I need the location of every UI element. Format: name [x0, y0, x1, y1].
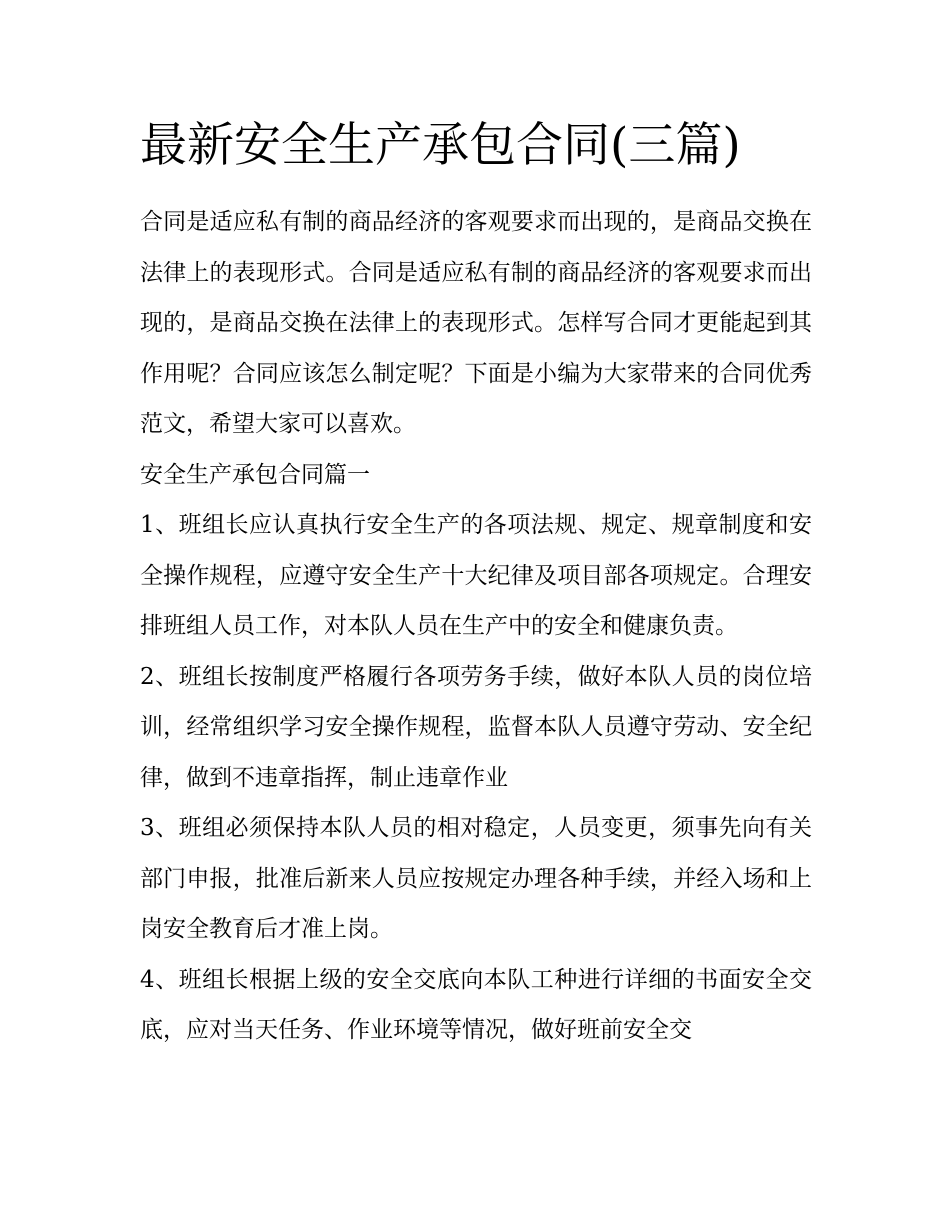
- clause-item-2: 2、班组长按制度严格履行各项劳务手续，做好本队人员的岗位培训，经常组织学习安全操作规程，监督本队人员遵守劳动、安全纪律，做到不违章指挥，制止违章作业: [140, 663, 812, 791]
- clause-item-1: 1、班组长应认真执行安全生产的各项法规、规定、规章制度和安全操作规程，应遵守安全生产十大纪律及项目部各项规定。合理安排班组人员工作，对本队人员在生产中的安全和健康负责。: [140, 512, 812, 639]
- intro-paragraph: 合同是适应私有制的商品经济的客观要求而出现的，是商品交换在法律上的表现形式。合同是适应私有制的商品经济的客观要求而出现的，是商品交换在法律上的表现形式。怎样写合同才更能起到其作用呢？合同应该怎么制定呢？下面是小编为大家带来的合同优秀范文，希望大家可以喜欢。: [140, 209, 812, 437]
- clause-item-3: 3、班组必须保持本队人员的相对稳定，人员变更，须事先向有关部门申报，批准后新来人员应按规定办理各种手续，并经入场和上岗安全教育后才准上岗。: [140, 815, 812, 942]
- document-title: 最新安全生产承包合同(三篇): [140, 118, 741, 173]
- document-body: [140, 197, 812, 1056]
- section-heading: 安全生产承包合同篇一: [140, 461, 370, 488]
- clause-item-4: 4、班组长根据上级的安全交底向本队工种进行详细的书面安全交底，应对当天任务、作业环境等情况，做好班前安全交: [140, 966, 812, 1043]
